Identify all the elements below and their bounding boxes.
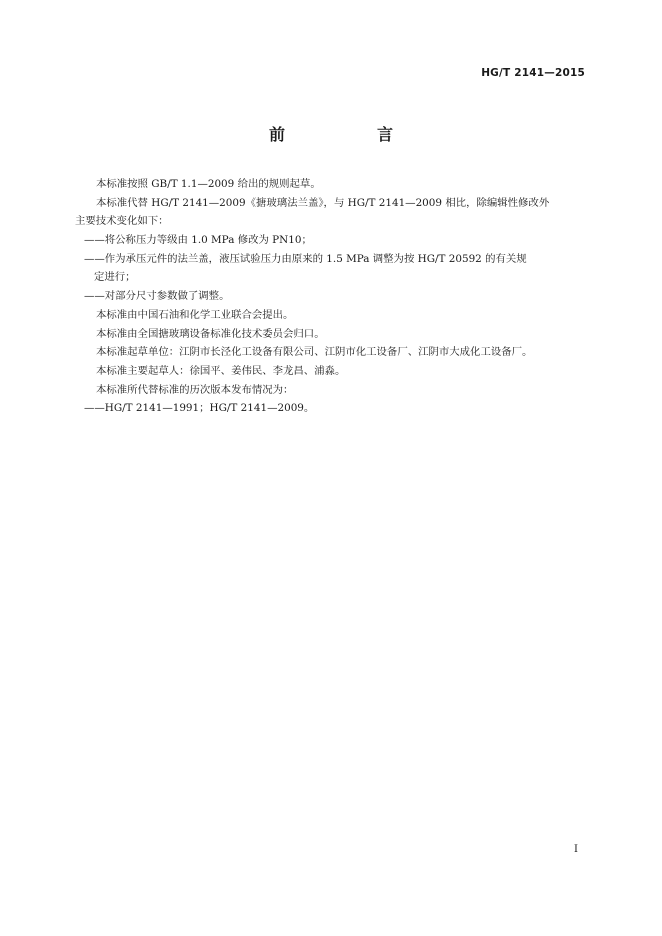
previous-editions-list: ——HG/T 2141—1991；HG/T 2141—2009。	[84, 402, 315, 415]
change-item-hydraulic-test-continued: 定进行；	[94, 271, 136, 284]
paragraph-replaces-standard: 本标准代替 HG/T 2141—2009《搪玻璃法兰盖》，与 HG/T 2141—2009 相比，除编辑性修改外	[96, 196, 550, 209]
paragraph-previous-editions: 本标准所代替标准的历次版本发布情况为：	[96, 383, 294, 396]
paragraph-replaces-standard-continued: 主要技术变化如下：	[75, 215, 169, 228]
paragraph-drafting-rules: 本标准按照 GB/T 1.1—2009 给出的规则起草。	[96, 178, 321, 190]
paragraph-main-drafters: 本标准主要起草人：徐国平、姜伟民、李龙昌、浦淼。	[96, 364, 346, 377]
paragraph-under-jurisdiction: 本标准由全国搪玻璃设备标准化技术委员会归口。	[96, 327, 325, 340]
change-item-hydraulic-test: ——作为承压元件的法兰盖，液压试验压力由原来的 1.5 MPa 调整为按 HG/T 20592 的有关规	[84, 252, 527, 265]
standard-code: HG/T 2141—2015	[481, 67, 585, 79]
page-number: I	[574, 844, 578, 855]
change-item-dimensions: ——对部分尺寸参数做了调整。	[84, 290, 230, 303]
page-title: 前 言	[268, 125, 431, 144]
paragraph-proposed-by: 本标准由中国石油和化学工业联合会提出。	[96, 308, 294, 321]
paragraph-drafting-units: 本标准起草单位：江阴市长泾化工设备有限公司、江阴市化工设备厂、江阴市大成化工设备厂。	[96, 346, 533, 359]
foreword-content	[75, 175, 601, 418]
change-item-pressure-rating: ——将公称压力等级由 1.0 MPa 修改为 PN10；	[84, 234, 312, 247]
